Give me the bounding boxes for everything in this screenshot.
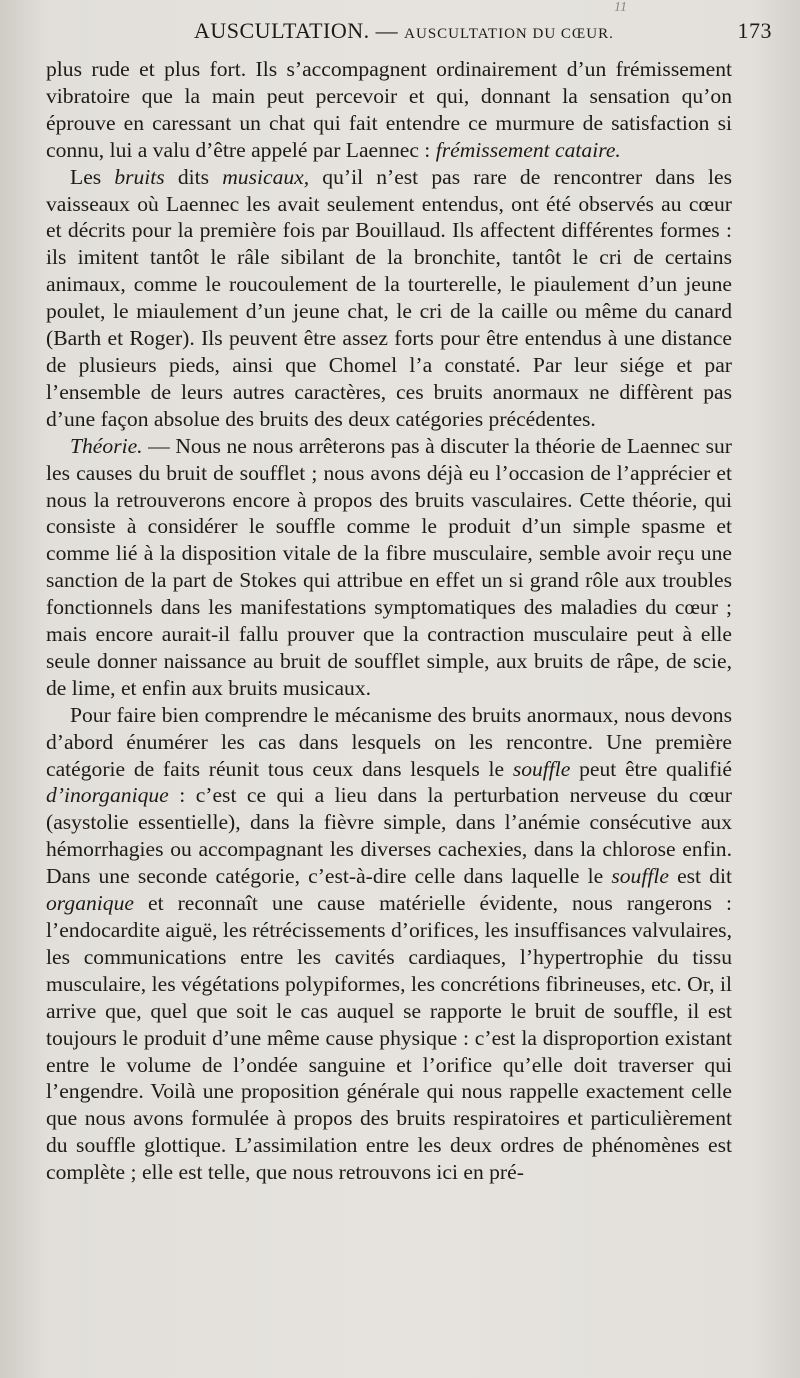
text-run-italic: bruits	[114, 164, 165, 189]
paragraph-theorie	[46, 433, 732, 702]
text-run-italic: d’inorganique	[46, 783, 169, 808]
text-run: plus rude et plus fort. Ils s’accompagnent ordinairement d’un frémissement vibratoire que la main peut percevoir et qui, donnant la sensation qu’on éprouve en caressant un chat qui fait entendre ce murmure de satisfaction si connu, lui a valu d’être appelé par Laennec :	[46, 57, 732, 162]
text-run: et reconnaît une cause matérielle évidente, nous rangerons : l’endocardite aiguë, les rétrécissements d’orifices, les insuffisances valvulaires, les communications entre les cavités cardiaques, l’hypertrophie du tissu musculaire, les végétations polypiformes, les concrétions fibrineuses, etc. Or, il arrive que, quel que soit le cas auquel se rapporte le bruit de souffle, il est toujours le produit d’une même cause physique : c’est la disproportion existant entre le volume de l’ondée sanguine et l’orifice qu’elle doit traverser qui l’engendre. Voilà une proposition générale qui nous rappelle exactement celle que nous avons formulée à propos des bruits respiratoires et particulièrement du souffle glottique. L’assimilation entre les deux ordres de phénomènes est complète ; elle est telle, que nous retrouvons ici en pré-	[46, 891, 732, 1185]
text-run: Les	[70, 164, 115, 189]
running-head-title	[194, 18, 614, 44]
paragraph-mecanisme	[46, 702, 732, 1186]
text-run-italic: organique	[46, 891, 134, 916]
text-run: : c’est ce qui a lieu dans la perturbation nerveuse du cœur (asystolie essentielle), dans la fièvre simple, dans l’anémie consécutive aux hémorrhagies ou accompagnant les diverses cachexies, dans la chlorose enfin. Dans une seconde catégorie, c’est-à-dire celle dans laquelle le	[46, 783, 732, 889]
chapter-title: AUSCULTATION.	[194, 18, 370, 43]
text-run-italic: Théorie.	[70, 433, 143, 458]
paragraph-continuation	[46, 56, 732, 164]
running-head	[46, 14, 772, 48]
text-run: qu’il n’est pas rare de rencontrer dans les vaisseaux où Laennec les avait seulement entendus, ont été observés au cœur et décrits pour la première fois par Bouillaud. Ils affectent différentes formes : ils imitent tantôt le râle sibilant de la bronchite, tantôt le cri de certains animaux, comme le roucoulement de la tourterelle, le piaulement d’un jeune poulet, le miaulement d’un jeune chat, le cri de la caille ou même du canard (Barth et Roger). Ils peuvent être assez forts pour être entendus à une distance de plusieurs pieds, ainsi que Chomel l’a constaté. Par leur siége et par l’ensemble de leurs autres caractères, ces bruits anormaux ne diffèrent pas d’une façon absolue des bruits des deux catégories précédentes.	[46, 164, 732, 431]
text-run-italic: souffle	[611, 864, 669, 889]
text-run: Pour faire bien comprendre le mécanisme des bruits anormaux, nous devons d’abord énumérer les cas dans lesquels on les rencontre. Une première catégorie de faits réunit tous ceux dans lesquels le	[46, 702, 732, 781]
text-run-italic: souffle	[512, 756, 571, 781]
paragraph-bruits-musicaux	[46, 164, 732, 433]
body-text	[46, 56, 732, 1186]
title-separator: —	[375, 18, 399, 43]
text-run: dits	[164, 164, 223, 189]
text-run-italic: musicaux,	[222, 164, 310, 189]
section-title: AUSCULTATION DU CŒUR.	[404, 26, 614, 42]
text-run: peut être qualifié	[570, 756, 732, 781]
text-run: — Nous ne nous arrêterons pas à discuter la théorie de Laennec sur les causes du bruit de soufflet ; nous avons déjà eu l’occasion de l’apprécier et nous la retrouverons encore à propos des bruits vasculaires. Cette théorie, qui consiste à considérer le souffle comme le produit d’un simple spasme et comme lié à la disposition vitale de la fibre musculaire, semble avoir reçu une sanction de la part de Stokes qui attribue en effet un si grand rôle aux troubles fonctionnels dans les manifestations symptomatiques des maladies du cœur ; mais encore aurait-il fallu prouver que la contraction musculaire peut à elle seule donner naissance au bruit de soufflet simple, aux bruits de râpe, de scie, de lime, et enfin aux bruits musicaux.	[46, 433, 732, 700]
text-run: est dit	[668, 864, 732, 889]
page-number: 173	[737, 18, 772, 43]
text-run-italic: frémissement cataire.	[435, 137, 621, 162]
margin-mark: 11	[614, 0, 627, 15]
